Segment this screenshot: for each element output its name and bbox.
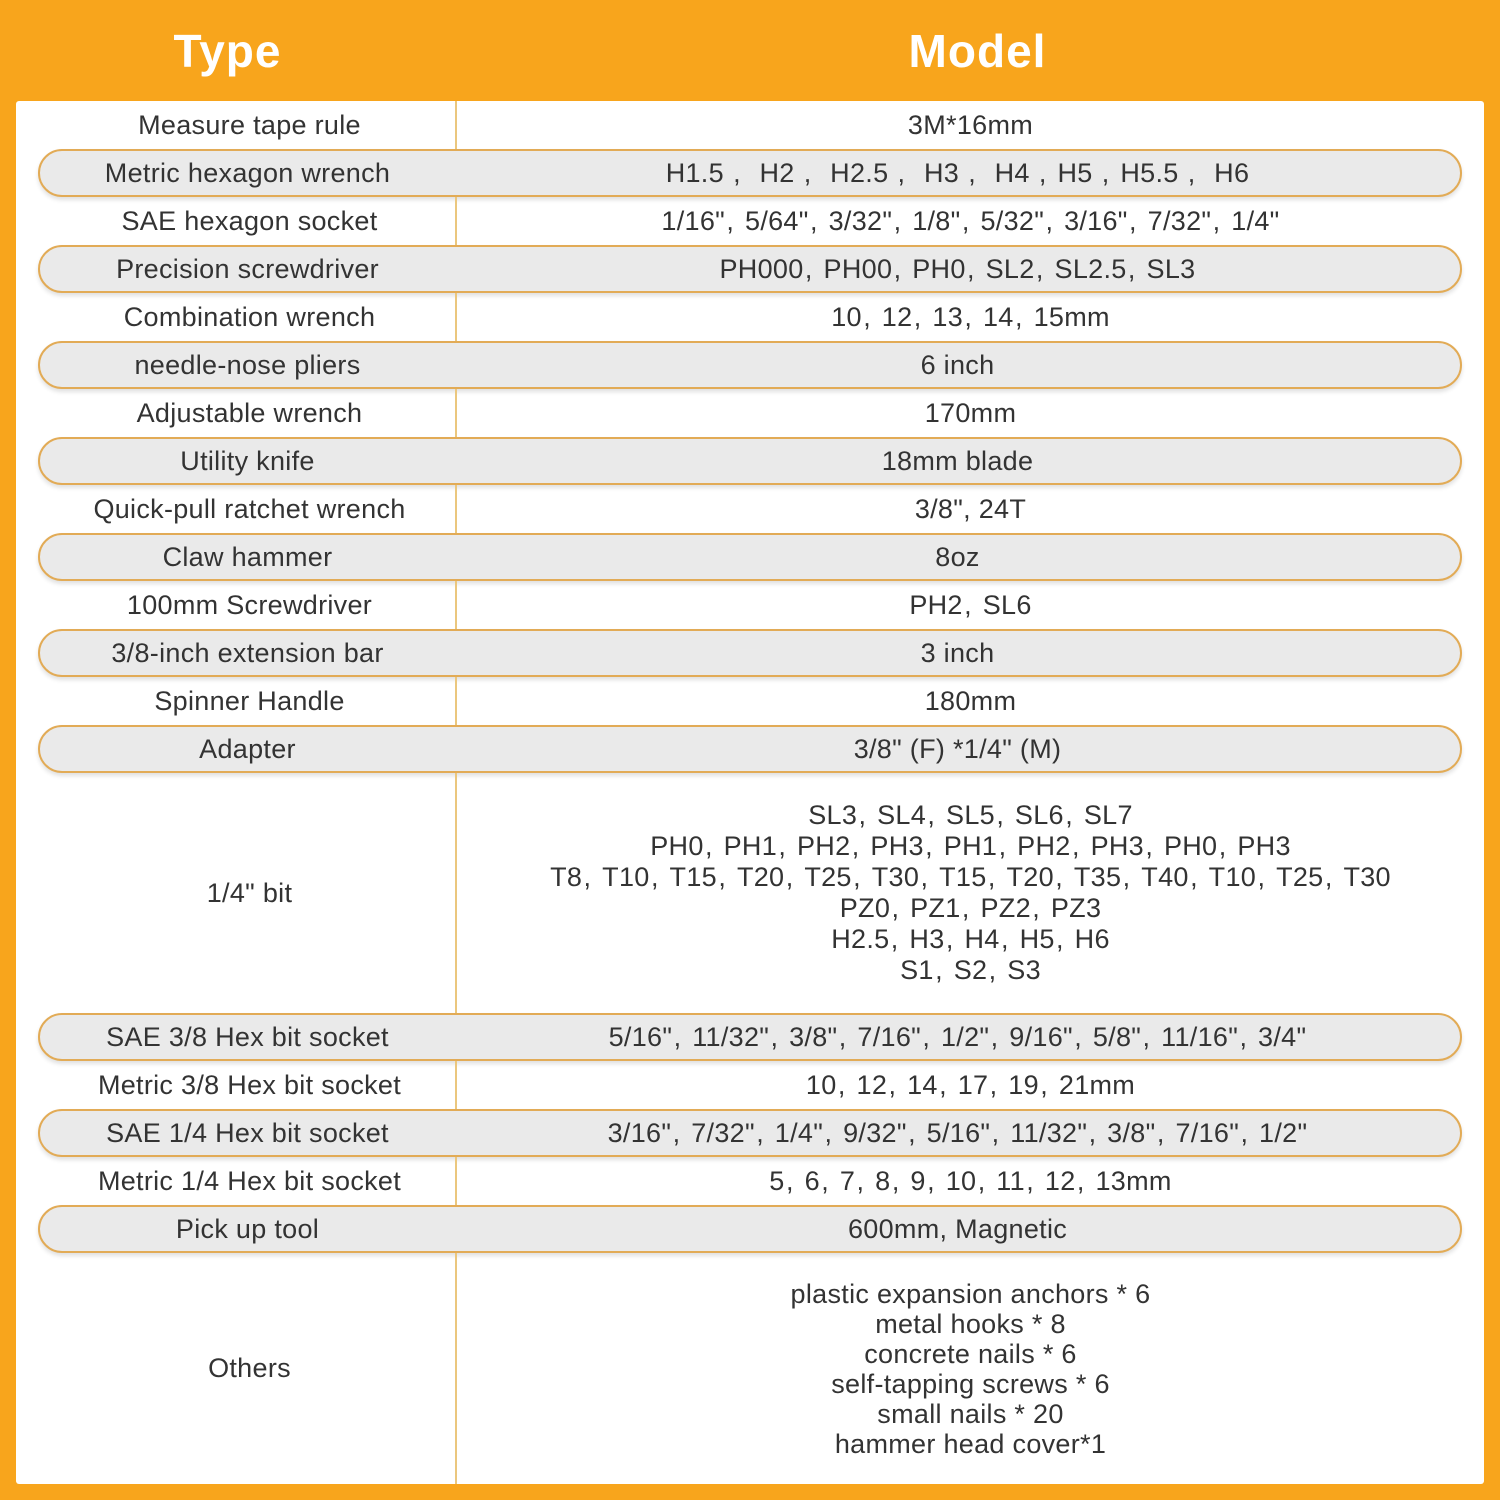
ideographic-comma-separator <box>921 862 929 892</box>
ideographic-comma-separator <box>898 158 906 188</box>
table-row <box>16 149 1484 197</box>
model-line: PH2 , SL6 <box>909 588 1031 622</box>
type-cell: Utility knife <box>180 445 315 476</box>
ideographic-comma-separator <box>1240 1118 1248 1148</box>
ideographic-comma-separator <box>810 206 818 236</box>
ideographic-comma-separator <box>1213 206 1221 236</box>
ideographic-comma-separator <box>939 1070 947 1100</box>
ideographic-comma-separator <box>1239 1022 1247 1052</box>
model-cell <box>455 197 1484 245</box>
type-cell: 1/4" bit <box>206 877 293 908</box>
model-cell <box>455 101 1484 149</box>
ideographic-comma-separator <box>1040 1070 1048 1100</box>
model-line: 3/8" (F) *1/4" (M) <box>853 734 1062 764</box>
table-header <box>0 0 1500 101</box>
model-line: 3/8", 24T <box>914 494 1027 524</box>
model-cell <box>455 727 1460 771</box>
table-row <box>16 437 1484 485</box>
table-row <box>16 629 1484 677</box>
model-cell <box>455 631 1460 675</box>
ideographic-comma-separator <box>1128 254 1136 284</box>
model-line: H1.5 , H2 , H2.5 , H3 , H4 , H5 , H5.5 , H6 <box>666 156 1250 190</box>
ideographic-comma-separator <box>1219 831 1227 861</box>
ideographic-comma-separator <box>1102 158 1110 188</box>
ideographic-comma-separator <box>756 1118 764 1148</box>
table-row <box>16 533 1484 581</box>
type-cell: Adapter <box>199 733 296 764</box>
type-cell: Quick-pull ratchet wrench <box>93 493 406 524</box>
table-row <box>16 341 1484 389</box>
model-cell <box>455 485 1484 533</box>
row-inner <box>38 1109 1462 1157</box>
ideographic-comma-separator <box>908 1118 916 1148</box>
ideographic-comma-separator <box>888 1070 896 1100</box>
table-row <box>16 1109 1484 1157</box>
model-line: concrete nails * 6 <box>864 1338 1077 1369</box>
table-row <box>16 197 1484 245</box>
row-inner <box>16 101 1484 149</box>
model-line: 5 , 6 , 7 , 8 , 9 , 10 , 11 , 12 , 13mm <box>769 1164 1171 1198</box>
ideographic-comma-separator <box>1089 1118 1097 1148</box>
ideographic-comma-separator <box>891 924 899 954</box>
row-inner <box>38 1013 1462 1061</box>
table-row <box>16 101 1484 149</box>
model-cell <box>455 1253 1484 1484</box>
model-cell <box>455 1157 1484 1205</box>
ideographic-comma-separator <box>989 955 997 985</box>
ideographic-comma-separator <box>853 862 861 892</box>
model-line: S1 , S2 , S3 <box>900 955 1041 986</box>
type-cell: 3/8-inch extension bar <box>111 637 384 668</box>
type-cell: needle-nose pliers <box>134 349 361 380</box>
ideographic-comma-separator <box>1188 158 1196 188</box>
type-cell: Others <box>208 1353 291 1383</box>
type-cell: Metric 3/8 Hex bit socket <box>97 1069 402 1100</box>
ideographic-comma-separator <box>946 924 954 954</box>
model-cell <box>455 439 1460 483</box>
model-cell <box>455 535 1460 579</box>
ideographic-comma-separator <box>824 1118 832 1148</box>
row-inner <box>16 677 1484 725</box>
table-row <box>16 389 1484 437</box>
model-line: self-tapping screws * 6 <box>831 1368 1110 1399</box>
ideographic-comma-separator <box>838 1070 846 1100</box>
ideographic-comma-separator <box>771 1022 779 1052</box>
ideographic-comma-separator <box>778 831 786 861</box>
ideographic-comma-separator <box>674 1022 682 1052</box>
ideographic-comma-separator <box>1143 1022 1151 1052</box>
ideographic-comma-separator <box>891 893 899 923</box>
ideographic-comma-separator <box>1074 1022 1082 1052</box>
ideographic-comma-separator <box>726 206 734 236</box>
ideographic-comma-separator <box>962 893 970 923</box>
type-cell: SAE 3/8 Hex bit socket <box>106 1021 389 1052</box>
model-cell <box>455 677 1484 725</box>
row-inner <box>16 773 1484 1013</box>
row-inner <box>16 1253 1484 1484</box>
model-cell <box>455 1015 1460 1059</box>
type-cell: Pick up tool <box>175 1213 320 1244</box>
type-cell: Metric 1/4 Hex bit socket <box>97 1165 402 1196</box>
row-inner <box>38 725 1462 773</box>
model-line: PH000 , PH00 , PH0 , SL2 , SL2.5 , SL3 <box>720 252 1196 286</box>
ideographic-comma-separator <box>922 1022 930 1052</box>
table-body <box>16 101 1484 1484</box>
row-inner <box>38 245 1462 293</box>
model-line: 8oz <box>935 542 980 572</box>
model-line: 1/16" , 5/64" , 3/32" , 1/8" , 5/32" , 3/16" , 7/32" , 1/4" <box>661 204 1279 238</box>
ideographic-comma-separator <box>718 862 726 892</box>
column-header-model: Model <box>908 24 1047 77</box>
ideographic-comma-separator <box>1145 831 1153 861</box>
table-row <box>16 1061 1484 1109</box>
model-cell <box>455 773 1484 1013</box>
model-line: 3 inch <box>920 638 995 668</box>
ideographic-comma-separator <box>839 1022 847 1052</box>
ideographic-comma-separator <box>1045 206 1053 236</box>
model-line: hammer head cover*1 <box>834 1428 1107 1459</box>
ideographic-comma-separator <box>1032 893 1040 923</box>
ideographic-comma-separator <box>892 1166 900 1196</box>
model-line: 3/16" , 7/32" , 1/4" , 9/32" , 5/16" , 11/32" , 3/8" , 7/16" , 1/2" <box>608 1116 1308 1150</box>
model-line: H2.5 , H3 , H4 , H5 , H6 <box>831 924 1110 955</box>
ideographic-comma-separator <box>964 590 972 620</box>
ideographic-comma-separator <box>1039 158 1047 188</box>
row-inner <box>16 389 1484 437</box>
ideographic-comma-separator <box>1257 862 1265 892</box>
type-cell: Claw hammer <box>162 541 333 572</box>
ideographic-comma-separator <box>821 1166 829 1196</box>
type-cell: Precision screwdriver <box>116 253 379 284</box>
table-row <box>16 293 1484 341</box>
row-inner <box>38 149 1462 197</box>
ideographic-comma-separator <box>1157 1118 1165 1148</box>
row-inner <box>16 485 1484 533</box>
model-cell <box>455 1207 1460 1251</box>
ideographic-comma-separator <box>651 862 659 892</box>
ideographic-comma-separator <box>1015 302 1023 332</box>
type-cell: SAE 1/4 Hex bit socket <box>106 1117 389 1148</box>
model-line: T8 , T10 , T15 , T20 , T25 , T30 , T15 , T20 , T35 , T40 , T10 , T25 , T30 <box>550 862 1391 893</box>
model-line: 3M*16mm <box>907 110 1034 140</box>
model-cell <box>455 389 1484 437</box>
ideographic-comma-separator <box>935 955 943 985</box>
ideographic-comma-separator <box>978 1166 986 1196</box>
ideographic-comma-separator <box>857 1166 865 1196</box>
type-cell: Adjustable wrench <box>136 397 363 428</box>
row-inner <box>38 437 1462 485</box>
model-line: metal hooks * 8 <box>875 1308 1066 1339</box>
ideographic-comma-separator <box>1129 206 1137 236</box>
table-row <box>16 1013 1484 1061</box>
ideographic-comma-separator <box>927 1166 935 1196</box>
row-inner <box>16 581 1484 629</box>
type-cell: Measure tape rule <box>138 109 361 140</box>
table-row <box>16 677 1484 725</box>
ideographic-comma-separator <box>863 302 871 332</box>
ideographic-comma-separator <box>925 831 933 861</box>
table-row <box>16 581 1484 629</box>
ideographic-comma-separator <box>673 1118 681 1148</box>
row-inner <box>38 533 1462 581</box>
ideographic-comma-separator <box>894 254 902 284</box>
model-line: PZ0 , PZ1 , PZ2 , PZ3 <box>840 893 1102 924</box>
model-cell <box>455 1061 1484 1109</box>
model-line: 600mm, Magnetic <box>847 1214 1068 1244</box>
row-inner <box>38 1205 1462 1253</box>
model-cell <box>455 247 1460 291</box>
type-cell: Spinner Handle <box>154 685 345 716</box>
model-line: 18mm blade <box>881 446 1034 476</box>
table-row <box>16 725 1484 773</box>
row-inner <box>16 1157 1484 1205</box>
ideographic-comma-separator <box>1325 862 1333 892</box>
ideographic-comma-separator <box>859 800 867 830</box>
table-row <box>16 1253 1484 1484</box>
ideographic-comma-separator <box>967 254 975 284</box>
ideographic-comma-separator <box>991 1022 999 1052</box>
ideographic-comma-separator <box>1056 924 1064 954</box>
model-line: 6 inch <box>920 350 995 380</box>
ideographic-comma-separator <box>894 206 902 236</box>
ideographic-comma-separator <box>988 862 996 892</box>
ideographic-comma-separator <box>705 831 713 861</box>
ideographic-comma-separator <box>1072 831 1080 861</box>
model-line: PH0 , PH1 , PH2 , PH3 , PH1 , PH2 , PH3 , PH0 , PH3 <box>650 831 1291 862</box>
row-inner <box>16 293 1484 341</box>
model-line: 5/16" , 11/32" , 3/8" , 7/16" , 1/2" , 9/16" , 5/8" , 11/16" , 3/4" <box>609 1020 1307 1054</box>
ideographic-comma-separator <box>927 800 935 830</box>
ideographic-comma-separator <box>1077 1166 1085 1196</box>
row-inner <box>16 1061 1484 1109</box>
type-cell: 100mm Screwdriver <box>126 589 373 620</box>
model-line: 180mm <box>924 686 1017 716</box>
model-cell <box>455 293 1484 341</box>
type-cell: SAE hexagon socket <box>121 205 378 236</box>
ideographic-comma-separator <box>733 158 741 188</box>
type-cell: Combination wrench <box>123 301 376 332</box>
ideographic-comma-separator <box>852 831 860 861</box>
ideographic-comma-separator <box>1123 862 1131 892</box>
table-row <box>16 1205 1484 1253</box>
ideographic-comma-separator <box>1055 862 1063 892</box>
row-inner <box>38 341 1462 389</box>
model-cell <box>455 343 1460 387</box>
model-line: small nails * 20 <box>877 1398 1064 1429</box>
type-cell: Metric hexagon wrench <box>104 157 391 188</box>
model-cell <box>455 151 1460 195</box>
ideographic-comma-separator <box>805 254 813 284</box>
ideographic-comma-separator <box>962 206 970 236</box>
ideographic-comma-separator <box>964 302 972 332</box>
row-inner <box>38 629 1462 677</box>
ideographic-comma-separator <box>996 800 1004 830</box>
table-row <box>16 245 1484 293</box>
table-row <box>16 485 1484 533</box>
model-line: SL3 , SL4 , SL5 , SL6 , SL7 <box>808 800 1133 831</box>
ideographic-comma-separator <box>914 302 922 332</box>
table-row <box>16 1157 1484 1205</box>
ideographic-comma-separator <box>1065 800 1073 830</box>
ideographic-comma-separator <box>999 831 1007 861</box>
model-line: 170mm <box>924 398 1017 428</box>
row-inner <box>16 197 1484 245</box>
ideographic-comma-separator <box>786 1166 794 1196</box>
ideographic-comma-separator <box>786 862 794 892</box>
ideographic-comma-separator <box>1190 862 1198 892</box>
ideographic-comma-separator <box>804 158 812 188</box>
ideographic-comma-separator <box>968 158 976 188</box>
ideographic-comma-separator <box>1001 924 1009 954</box>
model-line: 10 , 12 , 13 , 14 , 15mm <box>831 300 1110 334</box>
ideographic-comma-separator <box>584 862 592 892</box>
model-line: plastic expansion anchors * 6 <box>790 1278 1151 1309</box>
model-cell <box>455 1111 1460 1155</box>
table-row <box>16 773 1484 1013</box>
ideographic-comma-separator <box>990 1070 998 1100</box>
column-header-type: Type <box>173 24 282 77</box>
ideographic-comma-separator <box>992 1118 1000 1148</box>
ideographic-comma-separator <box>1036 254 1044 284</box>
model-cell <box>455 581 1484 629</box>
model-line: 10 , 12 , 14 , 17 , 19 , 21mm <box>806 1068 1135 1102</box>
ideographic-comma-separator <box>1026 1166 1034 1196</box>
